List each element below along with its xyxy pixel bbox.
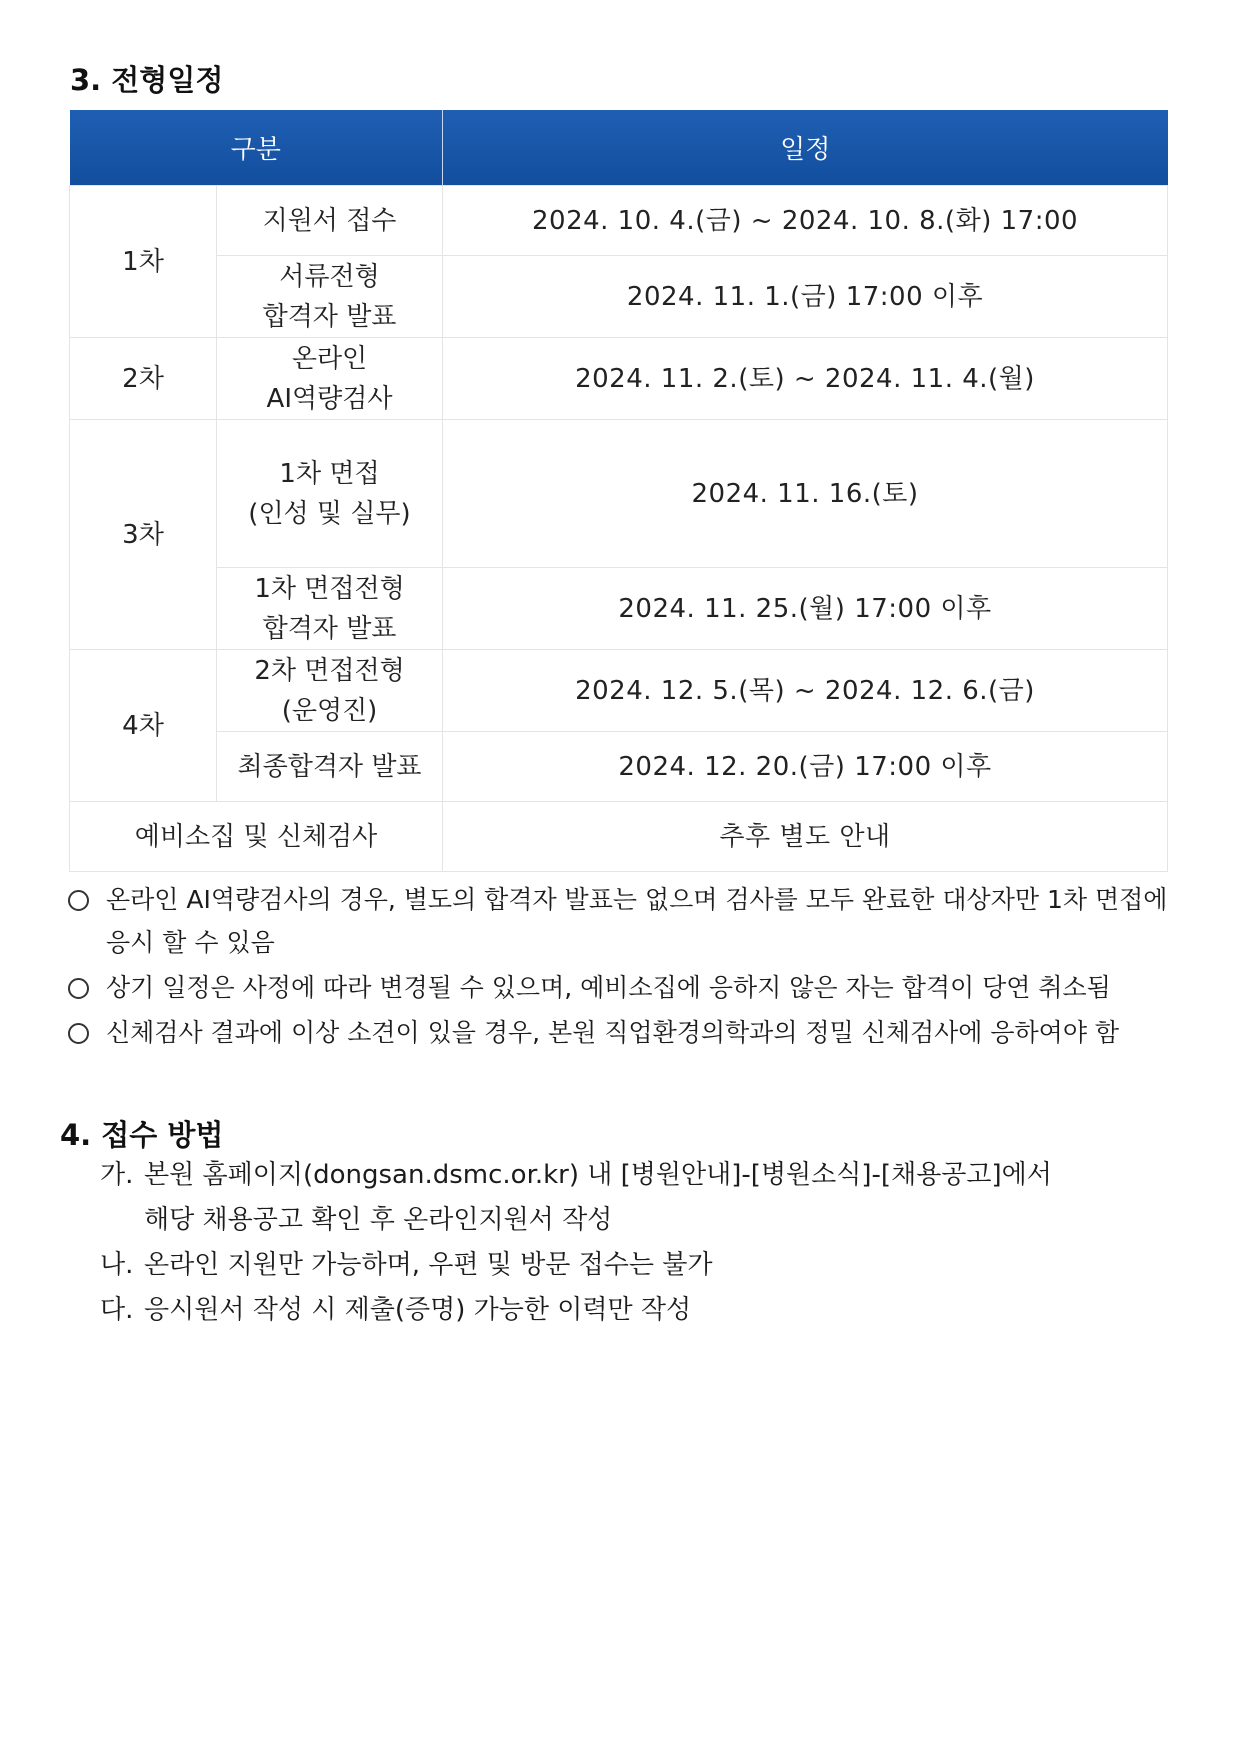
circle-bullet-icon	[68, 978, 89, 999]
method-line: 응시원서 작성 시 제출(증명) 가능한 이력만 작성	[144, 1295, 692, 1325]
list-item	[68, 1011, 1178, 1054]
item-line: (운영진)	[281, 695, 378, 726]
date-cell: 2024. 11. 2.(토) ~ 2024. 11. 4.(월)	[443, 338, 1168, 420]
item-line: 합격자 발표	[262, 301, 397, 332]
date-cell: 2024. 12. 5.(목) ~ 2024. 12. 6.(금)	[443, 650, 1168, 732]
list-item	[100, 1243, 1140, 1288]
table-row	[70, 338, 1168, 420]
table-row	[70, 650, 1168, 732]
table-header-row	[70, 110, 1168, 186]
stage-cell: 3차	[70, 420, 217, 650]
note-text: 상기 일정은 사정에 따라 변경될 수 있으며, 예비소집에 응하지 않은 자는 합격이 당연 취소됨	[106, 973, 1111, 1002]
list-marker: 나.	[100, 1250, 134, 1280]
stage-cell: 4차	[70, 650, 217, 802]
method-line: 온라인 지원만 가능하며, 우편 및 방문 접수는 불가	[144, 1250, 713, 1280]
item-cell	[217, 420, 443, 568]
item-cell	[217, 186, 443, 256]
item-line: 지원서 접수	[262, 205, 397, 236]
item-line: 1차 면접	[279, 458, 380, 489]
note-text: 신체검사 결과에 이상 소견이 있을 경우, 본원 직업환경의학과의 정밀 신체검사에 응하여야 함	[106, 1018, 1120, 1047]
list-marker: 다.	[100, 1295, 134, 1325]
item-line: AI역량검사	[266, 383, 393, 414]
section-title-schedule: 3. 전형일정	[70, 63, 224, 97]
item-line: 합격자 발표	[262, 613, 397, 644]
item-line: 최종합격자 발표	[237, 751, 422, 782]
header-schedule: 일정	[443, 110, 1168, 186]
list-item	[100, 1288, 1140, 1333]
stage-cell: 2차	[70, 338, 217, 420]
table-row	[70, 186, 1168, 256]
notes-list	[68, 878, 1178, 1056]
item-line: 서류전형	[279, 261, 380, 292]
item-cell	[217, 568, 443, 650]
table-row	[70, 256, 1168, 338]
header-category: 구분	[70, 110, 443, 186]
list-item	[68, 878, 1178, 964]
item-line: (인성 및 실무)	[248, 498, 411, 529]
date-cell: 추후 별도 안내	[443, 802, 1168, 872]
list-marker: 가.	[100, 1160, 134, 1190]
method-line: 해당 채용공고 확인 후 온라인지원서 작성	[144, 1205, 613, 1235]
methods-list	[100, 1153, 1140, 1333]
prelim-stage-cell: 예비소집 및 신체검사	[70, 802, 443, 872]
date-cell: 2024. 11. 16.(토)	[443, 420, 1168, 568]
table-row	[70, 732, 1168, 802]
stage-cell: 1차	[70, 186, 217, 338]
date-cell: 2024. 11. 25.(월) 17:00 이후	[443, 568, 1168, 650]
circle-bullet-icon	[68, 1023, 89, 1044]
date-cell: 2024. 12. 20.(금) 17:00 이후	[443, 732, 1168, 802]
item-line: 2차 면접전형	[254, 655, 405, 686]
table-row	[70, 568, 1168, 650]
item-cell	[217, 732, 443, 802]
item-cell	[217, 650, 443, 732]
item-cell	[217, 338, 443, 420]
table-row	[70, 802, 1168, 872]
circle-bullet-icon	[68, 890, 89, 911]
date-cell: 2024. 11. 1.(금) 17:00 이후	[443, 256, 1168, 338]
method-line: 본원 홈페이지(dongsan.dsmc.or.kr) 내 [병원안내]-[병원소식]-[채용공고]에서	[144, 1160, 1052, 1190]
date-cell: 2024. 10. 4.(금) ~ 2024. 10. 8.(화) 17:00	[443, 186, 1168, 256]
item-line: 1차 면접전형	[254, 573, 405, 604]
schedule-table	[69, 110, 1168, 872]
item-cell	[217, 256, 443, 338]
note-text: 온라인 AI역량검사의 경우, 별도의 합격자 발표는 없으며 검사를 모두 완료한 대상자만 1차 면접에 응시 할 수 있음	[106, 885, 1168, 957]
table-row	[70, 420, 1168, 568]
list-item	[100, 1153, 1140, 1243]
section-title-application: 4. 접수 방법	[60, 1118, 224, 1152]
list-item	[68, 966, 1178, 1009]
item-line: 온라인	[291, 343, 368, 374]
